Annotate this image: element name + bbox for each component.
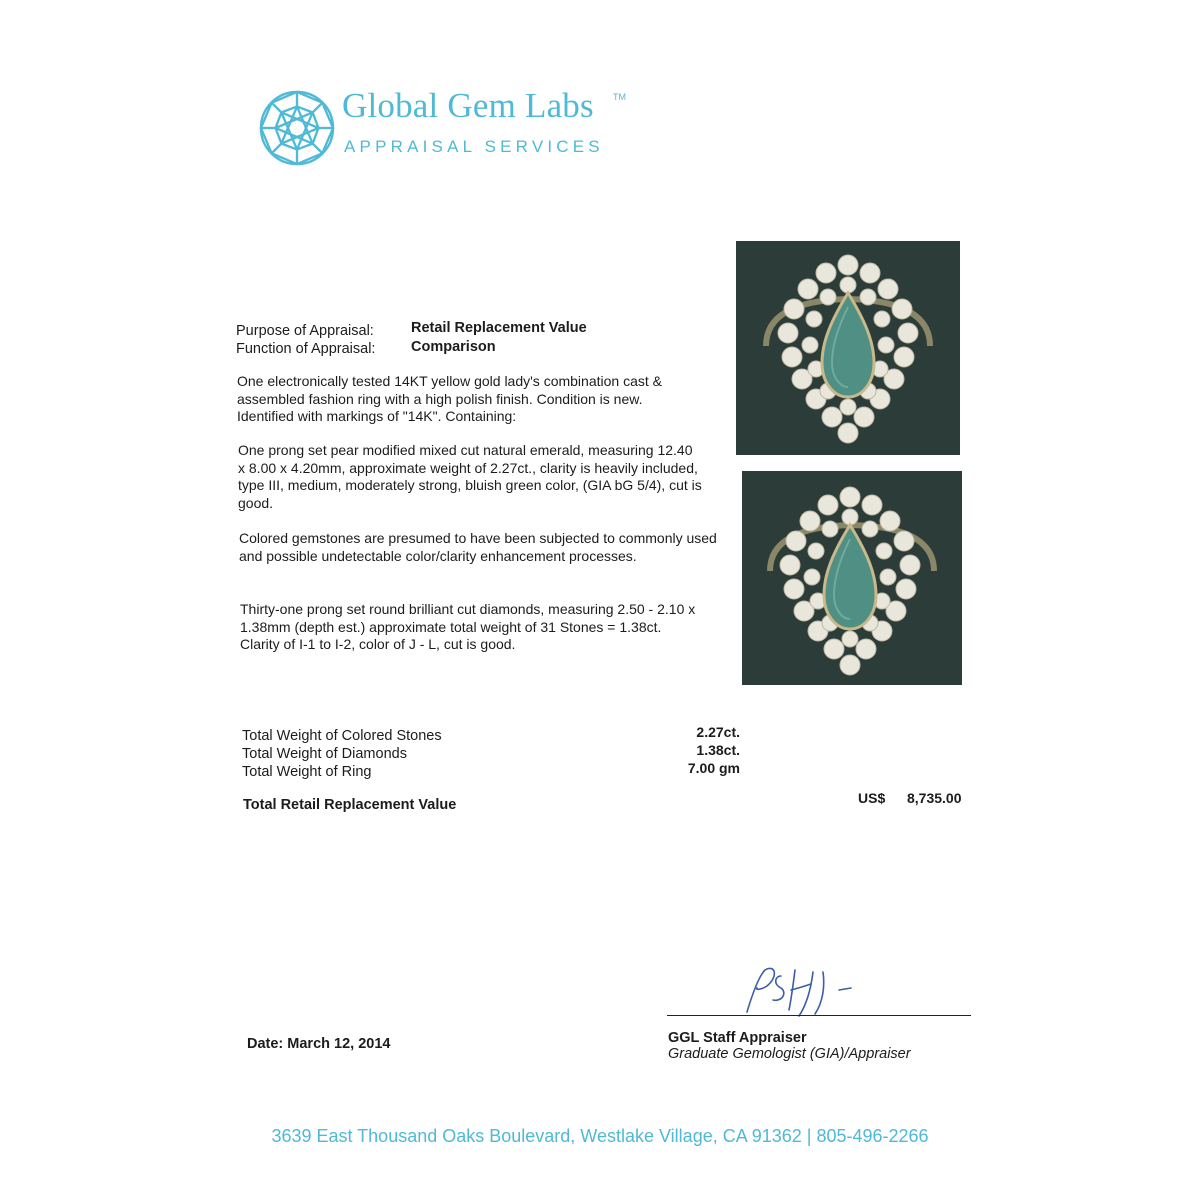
ring-illustration: [736, 241, 960, 455]
purpose-label: Purpose of Appraisal:: [236, 323, 374, 339]
gem-icon: [258, 89, 336, 167]
currency-label: US$: [858, 790, 886, 806]
total-colored-label: Total Weight of Colored Stones: [242, 728, 442, 744]
emerald-description: One prong set pear modified mixed cut natural emerald, measuring 12.40 x 8.00 x 4.20mm, approximate weight of 2.27ct., clarity is heavily included, type III, medium, moderately strong, bluish green color, (GIA bG 5/4), cut is good.: [238, 442, 702, 511]
signature-line: [667, 1015, 971, 1016]
ring-photo-top: [736, 241, 960, 455]
total-ring-label: Total Weight of Ring: [242, 764, 372, 780]
enhancement-disclosure: Colored gemstones are presumed to have been subjected to commonly used and possible undetectable color/clarity enhancement processes.: [239, 530, 717, 564]
footer-address: 3639 East Thousand Oaks Boulevard, Westlake Village, CA 91362 | 805-496-2266: [271, 1126, 929, 1146]
ring-illustration: [742, 471, 962, 685]
signature-image: [735, 962, 865, 1022]
function-value: Comparison: [411, 339, 496, 355]
total-diamonds-label: Total Weight of Diamonds: [242, 746, 407, 762]
purpose-value: Retail Replacement Value: [411, 320, 587, 336]
appraiser-title: GGL Staff Appraiser: [668, 1030, 807, 1046]
brand-subtitle: APPRAISAL SERVICES: [344, 137, 604, 156]
total-ring-value: 7.00 gm: [687, 760, 740, 776]
total-retail-value: 8,735.00: [907, 790, 962, 806]
total-retail-label: Total Retail Replacement Value: [243, 797, 457, 813]
brand-name: Global Gem Labs: [342, 86, 594, 125]
trademark-mark: TM: [613, 92, 626, 102]
total-colored-value: 2.27ct.: [696, 724, 740, 740]
diamonds-description: Thirty-one prong set round brilliant cut diamonds, measuring 2.50 - 2.10 x 1.38mm (depth est.) approximate total weight of 31 Stones = 1.38ct. Clarity of I-1 to I-2, color of J - L, cut is good.: [240, 601, 696, 652]
ring-description: One electronically tested 14KT yellow gold lady's combination cast & assembled fashion ring with a high polish finish. Condition is new. Identified with markings of "14K". Containing:: [237, 373, 662, 424]
appraiser-credentials: Graduate Gemologist (GIA)/Appraiser: [668, 1046, 911, 1062]
ring-photo-bottom: [742, 471, 962, 685]
total-diamonds-value: 1.38ct.: [696, 742, 740, 758]
appraisal-date: Date: March 12, 2014: [247, 1036, 391, 1052]
function-label: Function of Appraisal:: [236, 341, 376, 357]
